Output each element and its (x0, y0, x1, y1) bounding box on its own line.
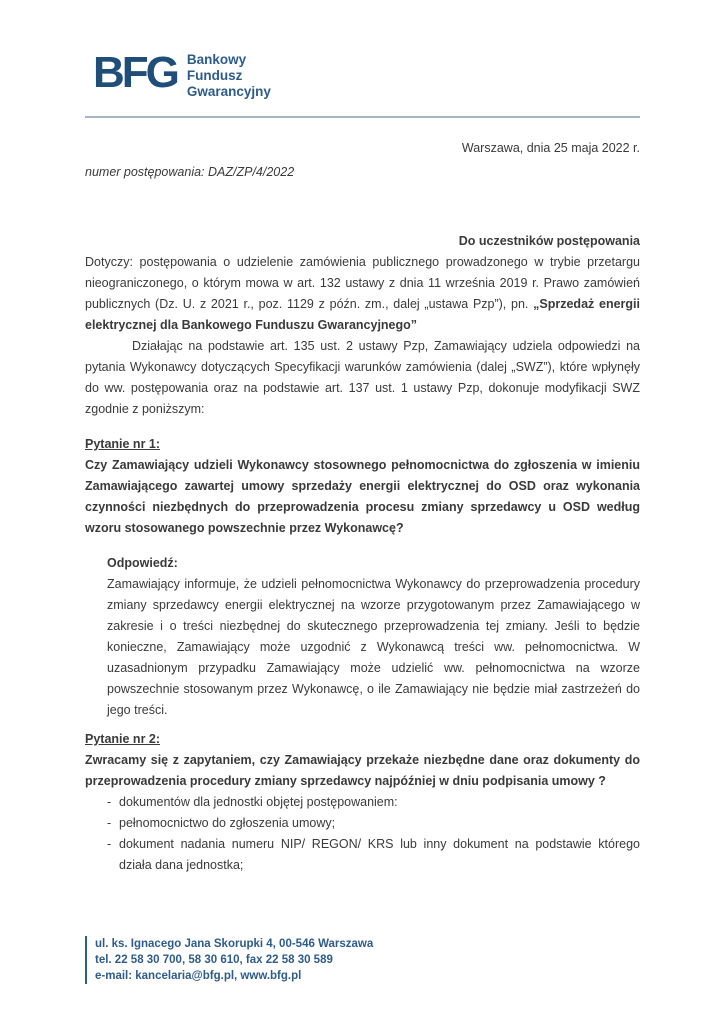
answer-1-text: Zamawiający informuje, że udzieli pełnomocnictwa Wykonawcy do przeprowadzenia procedury zmiany sprzedawcy energii elektrycznej na wzorze przygotowanym przez Zamawiającego w zakresie i o treści niezbędnej do skutecznego przeprowadzenia tej zmiany. Jeśli to będzie konieczne, Zamawiający może uzgodnić z Wykonawcą treści ww. pełnomocnictwa. W uzasadnionym przypadku Zamawiający może udzielić ww. pełnomocnictwa na wzorze powszechnie stosowanym przez Wykonawcę, o ile Zamawiający nie będzie miał zastrzeżeń do jego treści. (107, 577, 640, 717)
answer-1-heading: Odpowiedź: (107, 556, 178, 570)
intro-paragraph: Działając na podstawie art. 135 ust. 2 ustawy Pzp, Zamawiający udziela odpowiedzi na pytania Wykonawcy dotyczących Specyfikacji warunków zamówienia (dalej „SWZ”), które wpłynęły do ww. postępowania oraz na podstawie art. 137 ust. 1 ustawy Pzp, dokonuje modyfikacji SWZ zgodnie z poniższym: (85, 339, 640, 416)
bullet-dash: - (107, 837, 112, 851)
bullet-text: pełnomocnictwo do zgłoszenia umowy; (119, 816, 336, 830)
header-divider (85, 116, 640, 118)
bullet-text: dokument nadania numeru NIP/ REGON/ KRS lub inny dokument na podstawie którego działa dana jednostka; (119, 837, 640, 872)
subject-paragraph (85, 252, 640, 336)
bfg-logo (93, 48, 640, 104)
footer-email: e-mail: kancelaria@bfg.pl, www.bfg.pl (95, 970, 302, 982)
footer-contact (85, 936, 373, 984)
question-2-heading: Pytanie nr 2: (85, 732, 161, 746)
bullet-text: dokumentów dla jednostki objętej postępowaniem: (119, 795, 398, 809)
answer-1-block (107, 553, 640, 721)
case-number: numer postępowania: DAZ/ZP/4/2022 (85, 165, 295, 179)
logo-name-line-1: Bankowy (186, 52, 247, 67)
logo-name-line-3: Gwarancyjny (186, 84, 271, 99)
logo-name-line-2: Fundusz (186, 68, 243, 83)
list-item (107, 813, 640, 834)
question-1-heading: Pytanie nr 1: (85, 437, 161, 451)
bullet-dash: - (107, 816, 112, 830)
date-line: Warszawa, dnia 25 maja 2022 r. (461, 141, 640, 155)
question-1-text: Czy Zamawiający udzieli Wykonawcy stosownego pełnomocnictwa do zgłoszenia w imieniu Zamawiającego zawartej umowy sprzedaży energii elektrycznej do OSD oraz wykonania czynności niezbędnych do przeprowadzenia procesu zmiany sprzedawcy u OSD według wzoru stosowanego powszechnie przez Wykonawcę? (85, 458, 640, 535)
question-2-text: Zwracamy się z zapytaniem, czy Zamawiający przekaże niezbędne dane oraz dokumenty do przeprowadzenia procedury zmiany sprzedawcy najpóźniej w dniu podpisania umowy ? (85, 753, 640, 788)
subject-text: Dotyczy: postępowania o udzielenie zamówienia publicznego prowadzonego w trybie przetargu nieograniczonego, o którym mowa w art. 132 ustawy z dnia 11 września 2019 r. Prawo zamówień publicznych (Dz. U. z 2021 r., poz. 1129 z późn. zm., dalej „ustawa Pzp”), pn. (85, 255, 640, 311)
footer-phone: tel. 22 58 30 700, 58 30 610, fax 22 58 30 589 (95, 954, 333, 966)
bfg-logo-name (187, 48, 271, 100)
recipient-line: Do uczestników postępowania (458, 234, 640, 248)
list-item (107, 792, 640, 813)
bfg-logo-mark: BFG (93, 48, 177, 97)
bullet-dash: - (107, 795, 112, 809)
list-item (107, 834, 640, 876)
footer-address: ul. ks. Ignacego Jana Skorupki 4, 00-546 Warszawa (95, 938, 374, 950)
subject-title-bold: „Sprzedaż energii elektrycznej dla Bankowego Funduszu Gwarancyjnego” (85, 297, 640, 332)
question-2-bullet-list (107, 792, 640, 876)
